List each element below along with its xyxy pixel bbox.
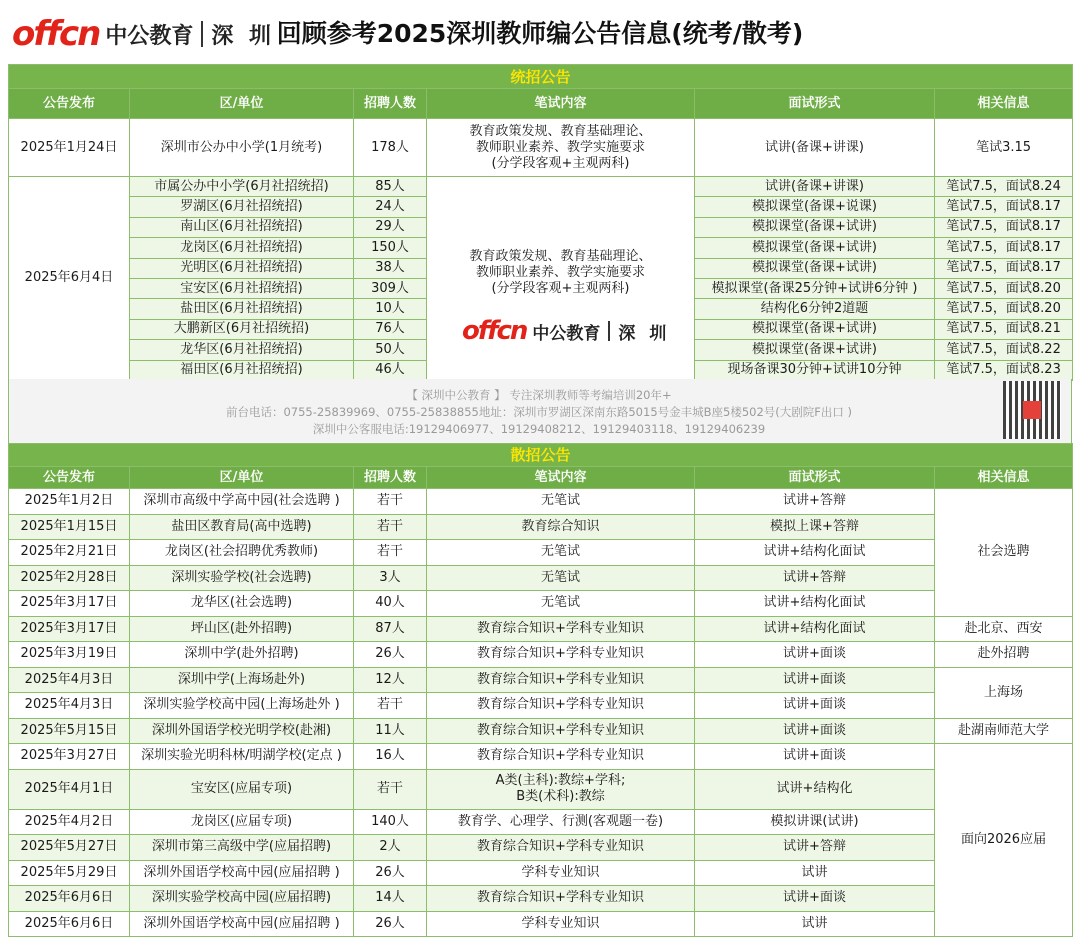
exam-line: 教育政策发规、教育基础理论、 bbox=[469, 123, 652, 139]
cell-count: 50人 bbox=[354, 340, 427, 360]
exam-line: 教师职业素养、教学实施要求 bbox=[475, 139, 645, 155]
cell-unit: 大鹏新区(6月社招统招) bbox=[130, 319, 354, 339]
cell-count: 85人 bbox=[354, 177, 427, 197]
cell-interview: 结构化6分钟2道题 bbox=[695, 299, 935, 319]
cell-count: 38人 bbox=[354, 258, 427, 278]
table-row bbox=[9, 177, 1073, 197]
cell-interview: 试讲+面谈 bbox=[695, 886, 935, 912]
cell-interview: 现场备课30分钟+试讲10分钟 bbox=[695, 360, 935, 380]
cell-interview: 试讲+面谈 bbox=[695, 718, 935, 744]
cell-exam: 教育综合知识+学科专业知识 bbox=[427, 886, 695, 912]
cell-unit: 龙岗区(社会招聘优秀教师) bbox=[130, 540, 354, 566]
cell-exam: 无笔试 bbox=[427, 540, 695, 566]
cell-unit: 深圳市公办中小学(1月统考) bbox=[130, 119, 354, 177]
cell-info: 笔试7.5，面试8.21 bbox=[935, 319, 1073, 339]
table-row bbox=[9, 693, 1073, 719]
cell-date: 2025年1月15日 bbox=[9, 514, 130, 540]
scattered-table bbox=[8, 443, 1073, 937]
col-header: 招聘人数 bbox=[354, 467, 427, 489]
cell-count: 40人 bbox=[354, 591, 427, 617]
cell-interview: 试讲+答辩 bbox=[695, 565, 935, 591]
cell-interview: 模拟讲课(试讲) bbox=[695, 809, 935, 835]
cell-info: 社会选聘 bbox=[935, 489, 1073, 617]
col-header: 相关信息 bbox=[935, 89, 1073, 119]
table-row bbox=[9, 744, 1073, 770]
cell-exam: 学科专业知识 bbox=[427, 911, 695, 937]
cell-interview: 试讲+面谈 bbox=[695, 693, 935, 719]
cell-count: 24人 bbox=[354, 197, 427, 217]
cell-interview: 试讲(备课+讲课) bbox=[695, 119, 935, 177]
cell-date: 2025年2月21日 bbox=[9, 540, 130, 566]
cell-date: 2025年4月3日 bbox=[9, 693, 130, 719]
cell-info: 赴北京、西安 bbox=[935, 616, 1073, 642]
cell-unit: 深圳市第三高级中学(应届招聘) bbox=[130, 835, 354, 861]
logo-city: 深 圳 bbox=[618, 323, 671, 344]
cell-unit: 宝安区(应届专项) bbox=[130, 769, 354, 809]
logo-city: 深 圳 bbox=[211, 23, 275, 49]
table-row bbox=[9, 591, 1073, 617]
col-header: 笔试内容 bbox=[427, 467, 695, 489]
cell-exam: 无笔试 bbox=[427, 489, 695, 515]
cell-unit: 深圳中学(赴外招聘) bbox=[130, 642, 354, 668]
table-row bbox=[9, 667, 1073, 693]
cell-interview: 试讲+面谈 bbox=[695, 744, 935, 770]
cell-interview: 试讲+面谈 bbox=[695, 667, 935, 693]
exam-line: (分学段客观+主观两科) bbox=[491, 281, 630, 296]
cell-count: 3人 bbox=[354, 565, 427, 591]
section-title: 统招公告 bbox=[9, 65, 1073, 89]
cell-date: 2025年5月15日 bbox=[9, 718, 130, 744]
cell-unit: 龙华区(社会选聘) bbox=[130, 591, 354, 617]
offcn-logo bbox=[12, 14, 275, 54]
qr-code-icon[interactable] bbox=[1003, 381, 1061, 439]
cell-date: 2025年4月3日 bbox=[9, 667, 130, 693]
col-header: 面试形式 bbox=[695, 467, 935, 489]
cell-count: 16人 bbox=[354, 744, 427, 770]
cell-info: 笔试3.15 bbox=[935, 119, 1073, 177]
column-header-row bbox=[9, 89, 1073, 119]
table-row bbox=[9, 540, 1073, 566]
cell-interview: 试讲+结构化面试 bbox=[695, 616, 935, 642]
cell-count: 150人 bbox=[354, 238, 427, 258]
cell-interview: 模拟上课+答辩 bbox=[695, 514, 935, 540]
cell-exam: 教育综合知识+学科专业知识 bbox=[427, 667, 695, 693]
cell-count: 26人 bbox=[354, 911, 427, 937]
cell-info: 赴湖南师范大学 bbox=[935, 718, 1073, 744]
contact-line: 前台电话：0755-25839969、0755-25838855地址：深圳市罗湖区深南东路5015号金丰城B座5楼502号(大剧院F出口 ) bbox=[225, 405, 853, 419]
contact-line: 【 深圳中公教育 】 专注深圳教师等考编培训20年+ bbox=[406, 388, 672, 402]
page-title: 回顾参考2025深圳教师编公告信息(统考/散考) bbox=[276, 19, 804, 48]
cell-interview: 试讲 bbox=[695, 860, 935, 886]
cell-count: 178人 bbox=[354, 119, 427, 177]
contact-lines bbox=[109, 387, 969, 438]
cell-date: 2025年4月1日 bbox=[9, 769, 130, 809]
cell-info: 笔试7.5，面试8.22 bbox=[935, 340, 1073, 360]
cell-unit: 罗湖区(6月社招统招) bbox=[130, 197, 354, 217]
cell-count: 2人 bbox=[354, 835, 427, 861]
cell-exam: 教育综合知识+学科专业知识 bbox=[427, 718, 695, 744]
cell-unit: 深圳实验学校高中园(上海场赴外 ) bbox=[130, 693, 354, 719]
column-header-row bbox=[9, 467, 1073, 489]
table-row bbox=[9, 835, 1073, 861]
cell-exam: 教育综合知识+学科专业知识 bbox=[427, 835, 695, 861]
cell-interview: 模拟课堂(备课+试讲) bbox=[695, 258, 935, 278]
cell-info: 赴外招聘 bbox=[935, 642, 1073, 668]
exam-line: A类(主科):教综+学科; bbox=[495, 773, 626, 788]
table-row bbox=[9, 769, 1073, 809]
cell-interview: 试讲+结构化面试 bbox=[695, 591, 935, 617]
cell-unit: 深圳外国语学校高中园(应届招聘 ) bbox=[130, 860, 354, 886]
cell-exam: 学科专业知识 bbox=[427, 860, 695, 886]
cell-unit: 福田区(6月社招统招) bbox=[130, 360, 354, 380]
table-row bbox=[9, 911, 1073, 937]
cell-unit: 深圳外国语学校光明学校(赴湘) bbox=[130, 718, 354, 744]
contact-line: 深圳中公客服电话:19129406977、19129408212、19129403118、19129406239 bbox=[312, 422, 766, 436]
cell-date: 2025年3月27日 bbox=[9, 744, 130, 770]
table-row bbox=[9, 616, 1073, 642]
col-header: 公告发布 bbox=[9, 89, 130, 119]
cell-interview: 试讲+答辩 bbox=[695, 835, 935, 861]
cell-date: 2025年6月6日 bbox=[9, 911, 130, 937]
logo-mark: offcn bbox=[462, 316, 527, 346]
col-header: 笔试内容 bbox=[427, 89, 695, 119]
cell-info: 笔试7.5，面试8.20 bbox=[935, 299, 1073, 319]
cell-interview: 模拟课堂(备课+试讲) bbox=[695, 340, 935, 360]
cell-exam bbox=[427, 119, 695, 177]
cell-interview: 模拟课堂(备课+试讲) bbox=[695, 238, 935, 258]
cell-unit: 市属公办中小学(6月社招统招) bbox=[130, 177, 354, 197]
cell-unit: 光明区(6月社招统招) bbox=[130, 258, 354, 278]
cell-count: 140人 bbox=[354, 809, 427, 835]
cell-info: 笔试7.5，面试8.20 bbox=[935, 278, 1073, 298]
cell-info: 上海场 bbox=[935, 667, 1073, 718]
col-header: 区/单位 bbox=[130, 89, 354, 119]
cell-count: 若干 bbox=[354, 769, 427, 809]
table-row bbox=[9, 119, 1073, 177]
col-header: 公告发布 bbox=[9, 467, 130, 489]
cell-unit: 深圳实验学校高中园(应届招聘) bbox=[130, 886, 354, 912]
table-row bbox=[9, 886, 1073, 912]
cell-count: 若干 bbox=[354, 693, 427, 719]
cell-unit: 深圳外国语学校高中园(应届招聘 ) bbox=[130, 911, 354, 937]
offcn-watermark-logo bbox=[462, 316, 670, 346]
col-header: 面试形式 bbox=[695, 89, 935, 119]
table-row bbox=[9, 514, 1073, 540]
logo-divider bbox=[608, 321, 610, 341]
logo-mark: offcn bbox=[12, 14, 100, 54]
cell-date: 2025年1月2日 bbox=[9, 489, 130, 515]
table-row bbox=[9, 565, 1073, 591]
cell-interview: 模拟课堂(备课+试讲) bbox=[695, 319, 935, 339]
cell-date: 2025年2月28日 bbox=[9, 565, 130, 591]
cell-date: 2025年5月27日 bbox=[9, 835, 130, 861]
qr-center-logo bbox=[1023, 401, 1041, 419]
cell-unit: 盐田区教育局(高中选聘) bbox=[130, 514, 354, 540]
cell-interview: 试讲+结构化面试 bbox=[695, 540, 935, 566]
cell-unit: 南山区(6月社招统招) bbox=[130, 217, 354, 237]
cell-info: 笔试7.5，面试8.17 bbox=[935, 258, 1073, 278]
cell-count: 46人 bbox=[354, 360, 427, 380]
logo-divider bbox=[201, 21, 203, 47]
exam-line: 教师职业素养、教学实施要求 bbox=[475, 265, 645, 280]
cell-exam bbox=[427, 177, 695, 381]
cell-interview: 模拟课堂(备课25分钟+试讲6分钟 ) bbox=[695, 278, 935, 298]
table-row bbox=[9, 489, 1073, 515]
cell-date: 2025年3月19日 bbox=[9, 642, 130, 668]
cell-unit: 坪山区(赴外招聘) bbox=[130, 616, 354, 642]
cell-unit: 龙华区(6月社招统招) bbox=[130, 340, 354, 360]
cell-count: 若干 bbox=[354, 514, 427, 540]
cell-exam: 教育综合知识+学科专业知识 bbox=[427, 693, 695, 719]
cell-unit: 深圳实验学校(社会选聘) bbox=[130, 565, 354, 591]
cell-info: 笔试7.5，面试8.23 bbox=[935, 360, 1073, 380]
cell-date: 2025年4月2日 bbox=[9, 809, 130, 835]
section-title: 散招公告 bbox=[9, 444, 1073, 467]
cell-date: 2025年5月29日 bbox=[9, 860, 130, 886]
cell-date: 2025年1月24日 bbox=[9, 119, 130, 177]
cell-count: 10人 bbox=[354, 299, 427, 319]
cell-unit: 深圳市高级中学高中园(社会选聘 ) bbox=[130, 489, 354, 515]
exam-line: B类(术科):教综 bbox=[516, 789, 605, 804]
cell-info: 笔试7.5，面试8.17 bbox=[935, 238, 1073, 258]
cell-date: 2025年3月17日 bbox=[9, 616, 130, 642]
table-row bbox=[9, 860, 1073, 886]
cell-count: 26人 bbox=[354, 860, 427, 886]
contact-banner bbox=[8, 379, 1072, 443]
cell-unit: 宝安区(6月社招统招) bbox=[130, 278, 354, 298]
cell-count: 11人 bbox=[354, 718, 427, 744]
cell-count: 29人 bbox=[354, 217, 427, 237]
table-row bbox=[9, 718, 1073, 744]
cell-interview: 试讲+答辩 bbox=[695, 489, 935, 515]
cell-info: 笔试7.5，面试8.17 bbox=[935, 197, 1073, 217]
cell-count: 14人 bbox=[354, 886, 427, 912]
cell-count: 76人 bbox=[354, 319, 427, 339]
cell-info: 笔试7.5，面试8.24 bbox=[935, 177, 1073, 197]
cell-date: 2025年6月6日 bbox=[9, 886, 130, 912]
cell-count: 26人 bbox=[354, 642, 427, 668]
exam-line: 教育政策发规、教育基础理论、 bbox=[469, 249, 652, 264]
cell-interview: 试讲+结构化 bbox=[695, 769, 935, 809]
cell-count: 若干 bbox=[354, 489, 427, 515]
cell-unit: 龙岗区(6月社招统招) bbox=[130, 238, 354, 258]
cell-unit: 深圳中学(上海场赴外) bbox=[130, 667, 354, 693]
cell-count: 12人 bbox=[354, 667, 427, 693]
exam-line: (分学段客观+主观两科) bbox=[491, 155, 630, 171]
cell-date: 2025年3月17日 bbox=[9, 591, 130, 617]
col-header: 相关信息 bbox=[935, 467, 1073, 489]
cell-exam: 教育综合知识+学科专业知识 bbox=[427, 642, 695, 668]
cell-unit: 盐田区(6月社招统招) bbox=[130, 299, 354, 319]
col-header: 区/单位 bbox=[130, 467, 354, 489]
cell-interview: 试讲 bbox=[695, 911, 935, 937]
cell-exam: 教育学、心理学、行测(客观题一卷) bbox=[427, 809, 695, 835]
cell-interview: 试讲(备课+讲课) bbox=[695, 177, 935, 197]
table-row bbox=[9, 809, 1073, 835]
cell-date: 2025年6月4日 bbox=[9, 177, 130, 381]
cell-exam: 教育综合知识+学科专业知识 bbox=[427, 744, 695, 770]
cell-unit: 深圳实验光明科林/明湖学校(定点 ) bbox=[130, 744, 354, 770]
cell-info: 面向2026应届 bbox=[935, 744, 1073, 937]
cell-exam: 无笔试 bbox=[427, 565, 695, 591]
cell-interview: 模拟课堂(备课+试讲) bbox=[695, 217, 935, 237]
cell-exam: 无笔试 bbox=[427, 591, 695, 617]
col-header: 招聘人数 bbox=[354, 89, 427, 119]
section-header-scattered bbox=[9, 444, 1073, 467]
section-header-unified bbox=[9, 65, 1073, 89]
cell-count: 87人 bbox=[354, 616, 427, 642]
cell-exam: 教育综合知识+学科专业知识 bbox=[427, 616, 695, 642]
logo-text: 中公教育 bbox=[532, 323, 601, 344]
logo-text: 中公教育 bbox=[105, 23, 194, 49]
cell-count: 若干 bbox=[354, 540, 427, 566]
cell-interview: 试讲+面谈 bbox=[695, 642, 935, 668]
cell-exam: 教育综合知识 bbox=[427, 514, 695, 540]
cell-count: 309人 bbox=[354, 278, 427, 298]
cell-unit: 龙岗区(应届专项) bbox=[130, 809, 354, 835]
table-row bbox=[9, 642, 1073, 668]
cell-exam bbox=[427, 769, 695, 809]
page-header bbox=[0, 0, 1080, 64]
cell-interview: 模拟课堂(备课+说课) bbox=[695, 197, 935, 217]
cell-info: 笔试7.5，面试8.17 bbox=[935, 217, 1073, 237]
